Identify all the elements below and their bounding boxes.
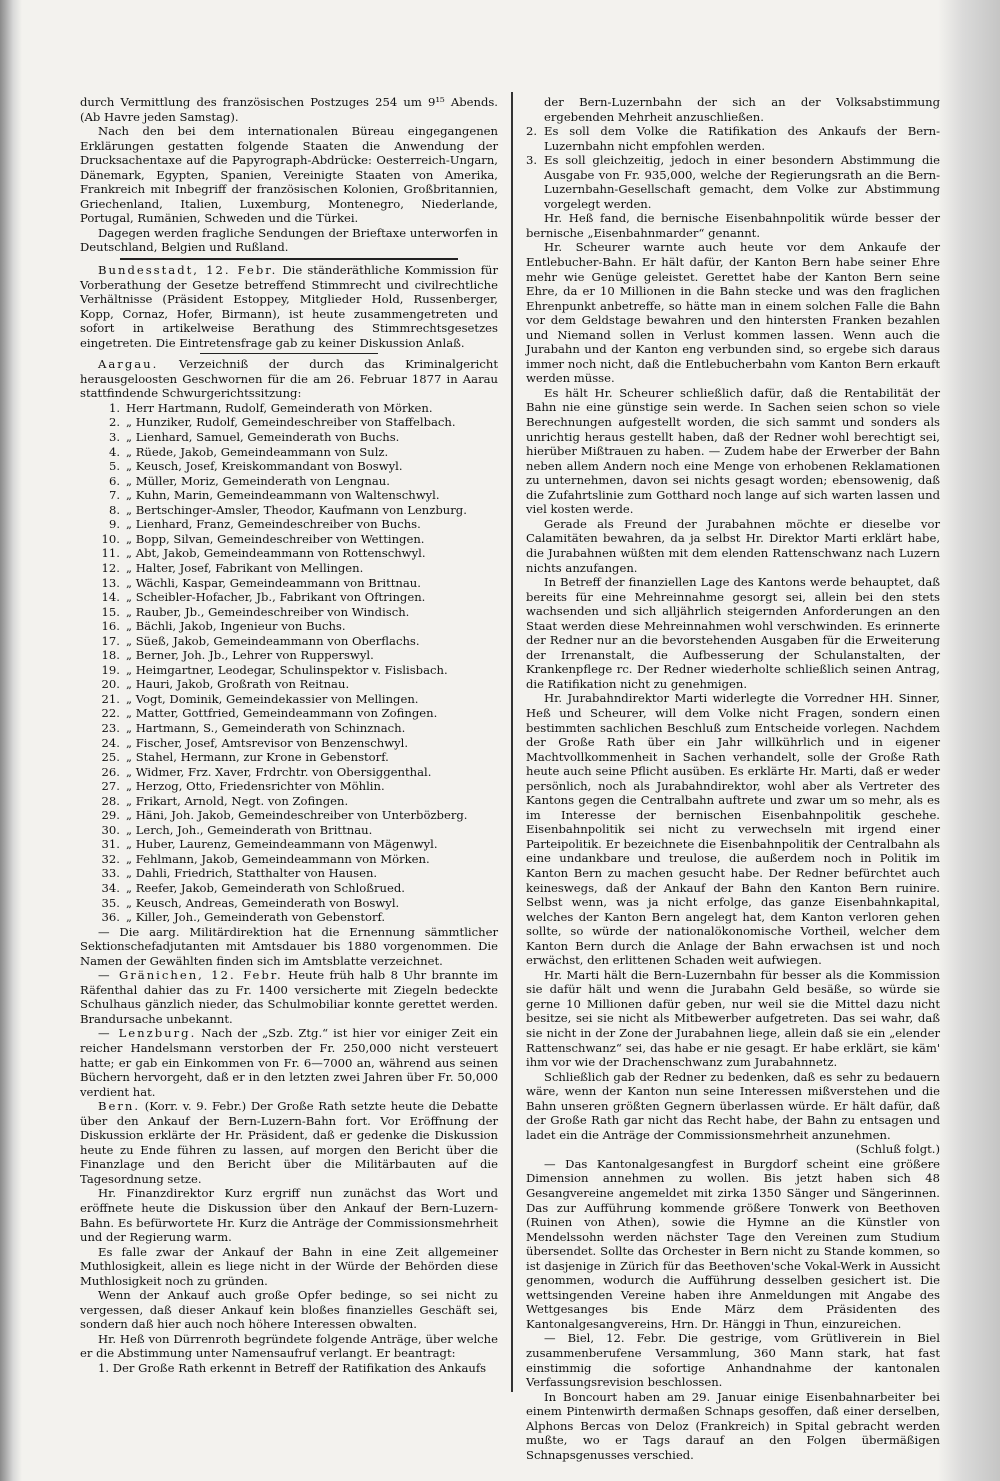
juror-entry (80, 532, 498, 547)
juror-number: 17. (101, 633, 120, 648)
juror-number: 26. (101, 764, 120, 779)
juror-entry (80, 445, 498, 460)
juror-name: „ Vogt, Dominik, Gemeindekassier von Mellingen. (126, 691, 419, 706)
dateline: Aargau. (98, 357, 159, 372)
juror-name: „ Matter, Gottfried, Gemeindeammann von Zofingen. (126, 706, 438, 721)
juror-entry (80, 619, 498, 634)
motion-item: 1. Der Große Rath erkennt in Betreff der Ratifikation des Ankaufs (98, 1361, 487, 1376)
juror-name: „ Lienhard, Franz, Gemeindeschreiber von Buchs. (126, 517, 421, 532)
article-paragraph: Es falle zwar der Ankauf der Bahn in eine Zeit allgemeiner Muthlosigkeit, allein es liege nicht in der Würde der Behörden diese Muthlosigkeit noch zu gründen. (80, 1244, 498, 1288)
adjacent-page-edge (938, 0, 1000, 1481)
juror-entry (80, 852, 498, 867)
juror-number: 3. (108, 430, 120, 445)
juror-name: „ Hauri, Jakob, Großrath von Reitnau. (126, 677, 350, 692)
juror-name: „ Scheibler-Hofacher, Jb., Fabrikant von Oftringen. (126, 590, 426, 605)
juror-number: 25. (101, 750, 120, 765)
article-paragraph: Hr. Heß fand, die bernische Eisenbahnpolitik würde besser der bernische „Eisenbahnmarder“ genannt. (526, 211, 940, 240)
juror-name: „ Killer, Joh., Gemeinderath von Gebenstorf. (126, 910, 386, 925)
juror-name: „ Halter, Josef, Fabrikant von Mellingen. (126, 560, 364, 575)
juror-entry (80, 896, 498, 911)
article-paragraph: Hr. Heß von Dürrenroth begründete folgende Anträge, über welche er die Abstimmung unter Namensaufruf verlangt. Er beantragt: (80, 1331, 498, 1361)
juror-entry (80, 415, 498, 430)
juror-number: 8. (108, 502, 120, 517)
left-column (80, 95, 498, 1376)
dateline: — Gränichen, 12. Febr. (98, 968, 283, 983)
juror-name: „ Fehlmann, Jakob, Gemeindeammann von Mörken. (126, 851, 430, 866)
article-paragraph: Schließlich gab der Redner zu bedenken, daß es sehr zu bedauern wäre, wenn der Kanton nun seine Interessen mißverstehen und die Bahn unseren größten Gegnern überlassen würde. Er hält dafür, daß der Große Rath gar nicht das Recht habe, der Bahn zu entsagen und ladet ein die Anträge der Commissionsmehrheit anzunehmen. (526, 1069, 940, 1142)
juror-number: 9. (108, 517, 120, 532)
juror-entry (80, 517, 498, 532)
juror-number: 19. (101, 662, 120, 677)
juror-entry (80, 779, 498, 794)
juror-number: 32. (101, 851, 120, 866)
dateline: — Lenzburg. (98, 1026, 197, 1041)
article-graenichen: — Gränichen, 12. Febr. Heute früh halb 8 Uhr brannte im Räfenthal dahier das zu Fr. 1400 versicherte mit Ziegeln bedeckte Schulhaus gänzlich nieder, das Schulmobiliar konnte gerettet werden. Brandursache unbekannt. (80, 968, 498, 1026)
juror-number: 33. (101, 866, 120, 881)
juror-name: „ Süeß, Jakob, Gemeindeammann von Oberflachs. (126, 633, 420, 648)
juror-number: 21. (101, 691, 120, 706)
juror-number: 23. (101, 720, 120, 735)
juror-entry (80, 837, 498, 852)
juror-number: 14. (101, 590, 120, 605)
juror-name: „ Frikart, Arnold, Negt. von Zofingen. (126, 793, 349, 808)
juror-number: 13. (101, 575, 120, 590)
juror-list (80, 401, 498, 925)
juror-number: 2. (108, 415, 120, 430)
article-paragraph: Gerade als Freund der Jurabahnen möchte er dieselbe vor Calamitäten bewahren, da ja selbst Hr. Direktor Marti erklärt habe, die Jurabahnen wüßten mit dem elenden Rattenschwanz nach Luzern nichts anzufangen. (526, 516, 940, 575)
juror-entry (80, 576, 498, 591)
juror-name: „ Keusch, Andreas, Gemeinderath von Boswyl. (126, 895, 400, 910)
juror-number: 30. (101, 822, 120, 837)
juror-name: „ Häni, Joh. Jakob, Gemeindeschreiber von Unterbözberg. (126, 808, 468, 823)
juror-name: „ Lienhard, Samuel, Gemeinderath von Buchs. (126, 430, 400, 445)
article-bern: Bern. (Korr. v. 9. Febr.) Der Große Rath setzte heute die Debatte über den Ankauf der Bern-Luzern-Bahn fort. Vor Eröffnung der Diskussion erklärte der Hr. Präsident, daß er gedenke die Diskussion heute zu Ende führen zu lassen, auf morgen den Bericht über die Finanzlage und den Bericht über die Militärbauten auf die Tagesordnung setze. (80, 1099, 498, 1186)
juror-number: 36. (101, 910, 120, 925)
juror-entry (80, 750, 498, 765)
juror-name: „ Bopp, Silvan, Gemeindeschreiber von Wettingen. (126, 531, 425, 546)
motion-text: Es soll gleichzeitig, jedoch in einer besondern Abstimmung die Ausgabe von Fr. 935,000, welche der Regierungsrath an die Bern-Luzernbahn-Gesellschaft gemacht, dem Volke zur Abstimmung vorgelegt werden. (544, 153, 940, 211)
juror-entry (80, 474, 498, 489)
section-divider (200, 353, 378, 354)
juror-name: „ Abt, Jakob, Gemeindeammann von Rottenschwyl. (126, 546, 426, 561)
juror-name: „ Fischer, Josef, Amtsrevisor von Benzenschwyl. (126, 735, 409, 750)
juror-number: 29. (101, 808, 120, 823)
article-bundesstadt: Bundesstadt, 12. Febr. Die ständeräthliche Kommission für Vorberathung der Gesetze betreffend Stimmrecht und civilrechtliche Verhältnisse (Präsident Estoppey, Mitglieder Hold, Russenberger, Kopp, Cornaz, Hofer, Birmann), ist heute zusammengetreten und sofort in artikelweise Berathung des Stimmrechtsgesetzes eingetreten. Die Eintretensfrage gab zu keiner Diskussion Anlaß. (80, 263, 499, 350)
juror-name: „ Kuhn, Marin, Gemeindeammann von Waltenschwyl. (126, 488, 440, 503)
article-biel: — Biel, 12. Febr. Die gestrige, vom Grütliverein in Biel zusammenberufene Versammlung, 360 Mann stark, hat fast einstimmig die sofortige Anhandnahme der kantonalen Verfassungsrevision beschlossen. (526, 1331, 940, 1390)
juror-entry (80, 430, 498, 445)
juror-entry (80, 634, 498, 649)
article-paragraph: Hr. Finanzdirektor Kurz ergriff nun zunächst das Wort und eröffnete heute die Diskussion über den Ankauf der Bern-Luzern-Bahn. Es befürwortete Hr. Kurz die Anträge der Commissionsmehrheit und der Regierung warm. (80, 1186, 498, 1245)
juror-name: „ Rauber, Jb., Gemeindeschreiber von Windisch. (126, 604, 410, 619)
juror-name: „ Keusch, Josef, Kreiskommandant von Boswyl. (126, 459, 403, 474)
juror-entry (80, 663, 498, 678)
juror-number: 12. (101, 560, 120, 575)
juror-entry (80, 605, 498, 620)
article-paragraph: Nach den bei dem internationalen Büreau eingegangenen Erklärungen gestatten folgende Staaten die Anwendung der Drucksachentaxe auf die Papyrograph-Abdrücke: Oesterreich-Ungarn, Dänemark, Egypten, Spanien, Vereinigte Staaten von Amerika, Frankreich mit Inbegriff der französischen Kolonien, Großbritannien, Griechenland, Italien, Luxemburg, Montenegro, Niederlande, Portugal, Rumänien, Schweden und die Türkei. (80, 124, 498, 226)
article-paragraph: Hr. Scheurer warnte auch heute vor dem Ankaufe der Entlebucher-Bahn. Er hält dafür, der Kanton Bern habe seiner Ehre mehr wie Genüge geleistet. Gerettet habe der Kanton Bern seine Ehre, da er 10 Millionen in die Bahn stecke und was den fraglichen Ehrenpunkt anbetreffe, so hätte man in einem solchen Falle die Bahn vor dem Geldstage bewahren und den hintersten Franken bezahlen und Niemand sollen in Verlust kommen lassen. Wenn auch die Jurabahn und der Kanton eng verbunden sind, so ergebe sich daraus immer noch nicht, daß die Entlebucherbahn vom Kanton Bern erkauft werden müsse. (526, 240, 940, 386)
dateline: Bern. (98, 1099, 141, 1114)
juror-name: „ Dahli, Friedrich, Statthalter von Hausen. (126, 866, 378, 881)
juror-name: „ Hunziker, Rudolf, Gemeindeschreiber von Staffelbach. (126, 415, 456, 430)
article-paragraph: Dagegen werden fragliche Sendungen der Brieftaxe unterworfen in Deutschland, Belgien und Rußland. (80, 225, 498, 255)
article-paragraph: durch Vermittlung des französischen Postzuges 254 um 9¹⁵ Abends. (Ab Havre jeden Samstag). (80, 95, 498, 124)
right-column (526, 95, 940, 1462)
juror-number: 4. (108, 444, 120, 459)
juror-entry (80, 721, 498, 736)
juror-entry (80, 881, 498, 896)
juror-name: „ Widmer, Frz. Xaver, Frdrchtr. von Obersiggenthal. (126, 764, 432, 779)
juror-number: 7. (108, 488, 120, 503)
juror-name: „ Lerch, Joh., Gemeinderath von Brittnau. (126, 822, 373, 837)
juror-name: „ Bertschinger-Amsler, Theodor, Kaufmann von Lenzburg. (126, 502, 467, 517)
article-gesangfest: — Das Kantonalgesangfest in Burgdorf scheint eine größere Dimension annehmen zu wollen. Bis jetzt haben sich 48 Gesangvereine angemeldet mit zirka 1350 Sänger und Sängerinnen. Das zur Aufführung kommende größere Tonwerk von Beethoven (Ruinen von Athen), sowie die Hymne an die Künstler von Mendelssohn werden nächster Tage den Vereinen zum Studium übersendet. Sollte das Orchester in Bern nicht zu Stande kommen, so ist dasjenige in Zürich für das Beethoven'sche Vokal-Werk in Aussicht genommen, wodurch die Aufführung desselben gesichert ist. Die wettsingenden Vereine haben ihre Anmeldungen mit Angabe des Wettgesanges bis Ende März dem Präsidenten des Kantonalgesangvereins, Hrn. Dr. Hänggi in Thun, einzureichen. (526, 1156, 940, 1331)
juror-entry (80, 808, 498, 823)
juror-number: 34. (101, 880, 120, 895)
juror-number: 18. (101, 648, 120, 663)
juror-name: „ Berner, Joh. Jb., Lehrer von Rupperswyl. (126, 648, 374, 663)
juror-number: 28. (101, 793, 120, 808)
juror-number: 10. (101, 531, 120, 546)
juror-entry (80, 706, 498, 721)
article-paragraph: Es hält Hr. Scheurer schließlich dafür, daß die Rentabilität der Bahn nie eine günstige sein werde. In Sachen seien schon so viele Berechnungen aufgestellt worden, die sich sammt und sonders als unrichtig heraus gestellt haben, daß der Redner wohl berechtigt sei, hierüber Mißtrauen zu haben. — Zudem habe der Erwerber der Bahn neben allem Andern noch eine Menge von erhobenen Reklamationen zu unternehmen, davon sei nichts gesagt worden; ebensowenig, daß die Zufahrtslinie zum Gotthard noch lange auf sich warten lassen und viel kosten werde. (526, 385, 940, 517)
motion-item (526, 153, 940, 211)
juror-number: 35. (101, 895, 120, 910)
juror-number: 24. (101, 735, 120, 750)
motion-item-continued: der Bern-Luzernbahn der sich an der Volksabstimmung ergebenden Mehrheit anzuschließen. (544, 95, 940, 124)
juror-number: 22. (101, 706, 120, 721)
page-left-edge-shadow (0, 0, 22, 1481)
juror-entry (80, 736, 498, 751)
juror-entry (80, 794, 498, 809)
juror-number: 15. (101, 604, 120, 619)
juror-entry (80, 488, 498, 503)
continued-note: (Schluß folgt.) (855, 1142, 940, 1157)
motion-text: Es soll dem Volke die Ratifikation des Ankaufs der Bern-Luzernbahn nicht empfohlen werden. (544, 124, 940, 153)
juror-number: 11. (101, 546, 120, 561)
juror-number: 16. (101, 619, 120, 634)
juror-entry (80, 503, 498, 518)
article-aargau: Aargau. Verzeichniß der durch das Kriminalgericht herausgeloosten Geschwornen für die am 26. Februar 1877 in Aarau stattfindende Schwurgerichtssitzung: (80, 357, 498, 401)
juror-entry (80, 823, 498, 838)
juror-name: „ Bächli, Jakob, Ingenieur von Buchs. (126, 619, 346, 634)
juror-entry (80, 401, 498, 416)
article-paragraph: Wenn der Ankauf auch große Opfer bedinge, so sei nicht zu vergessen, daß dieser Ankauf kein bloßes finanzielles Geschäft sei, sondern daß hier auch noch höhere Interessen obwalten. (80, 1288, 498, 1332)
motion-item (526, 124, 940, 153)
article-lenzburg: — Lenzburg. Nach der „Szb. Ztg.“ ist hier vor einiger Zeit ein reicher Handelsmann verstorben der Fr. 250,000 nicht versteuert hatte; er gab ein Einkommen von Fr. 6—7000 an, während aus seinen Büchern hervorgeht, daß er in den letzten zwei Jahren über Fr. 50,000 verdient hat. (80, 1026, 499, 1099)
juror-number: 27. (101, 779, 120, 794)
juror-entry (80, 546, 498, 561)
article-paragraph: Hr. Marti hält die Bern-Luzernbahn für besser als die Kommission sie dafür hält und wenn die Jurabahn Geld besäße, so würde sie gerne 10 Millionen dafür geben, nur weil sie die Mittel dazu nicht besitze, sei sie nicht als Mitbewerber aufgetreten. Das sei wahr, daß sie nicht in der Zone der Jurabahnen liege, allein daß sie ein „elender Rattenschwanz“ sei, das habe er nie gesagt. Er habe erklärt, sie käm' ihm vor wie der Drachenschwanz zum Jurabahnnetz. (526, 967, 940, 1070)
juror-name: „ Stahel, Hermann, zur Krone in Gebenstorf. (126, 750, 389, 765)
juror-entry (80, 590, 498, 605)
column-divider (511, 92, 513, 1392)
juror-name: „ Reefer, Jakob, Gemeinderath von Schloßrued. (126, 880, 405, 895)
juror-number: 1. (108, 400, 120, 415)
article-paragraph: In Betreff der finanziellen Lage des Kantons werde behauptet, daß bereits für eine Mehreinnahme gesorgt sei, allein bei den stets wachsenden und sich alljährlich steigernden Anforderungen an den Staat werden diese Mehreinnahmen wohl verschwinden. Es erinnerte der Redner nur an die bevorstehenden Ausgaben für die Erweiterung der Irrenanstalt, die Aufbesserung der Schulanstalten, der Krankenpflege rc. Der Redner wiederholte schließlich seinen Antrag, die Ratifikation nicht zu genehmigen. (526, 575, 940, 691)
juror-entry (80, 910, 498, 925)
juror-name: „ Heimgartner, Leodegar, Schulinspektor v. Fislisbach. (126, 662, 448, 677)
juror-entry (80, 561, 498, 576)
juror-entry (80, 692, 498, 707)
juror-entry (80, 866, 498, 881)
motion-number: 3. (526, 153, 538, 168)
juror-name: „ Wächli, Kaspar, Gemeindeammann von Brittnau. (126, 575, 421, 590)
juror-name: „ Rüede, Jakob, Gemeindeammann von Sulz. (126, 444, 389, 459)
juror-name: „ Huber, Laurenz, Gemeindeammann von Mägenwyl. (126, 837, 438, 852)
motion-number: 2. (526, 124, 538, 139)
section-divider (120, 258, 458, 260)
motion-list (526, 124, 940, 211)
article-boncourt: In Boncourt haben am 29. Januar einige Eisenbahnarbeiter bei einem Pintenwirth dermaßen Schnaps gesoffen, daß einer derselben, Alphons Bercas von Deloz (Frankreich) in Spital gebracht werden mußte, wo er Tags darauf an den Folgen übermäßigen Schnapsgenusses verschied. (526, 1389, 940, 1462)
juror-entry (80, 765, 498, 780)
juror-entry (80, 459, 498, 474)
juror-name: „ Müller, Moriz, Gemeinderath von Lengnau. (126, 473, 390, 488)
juror-entry (80, 648, 498, 663)
juror-number: 5. (108, 459, 120, 474)
article-paragraph: Hr. Jurabahndirektor Marti widerlegte die Vorredner HH. Sinner, Heß und Scheurer, will dem Volke nicht Fragen, sondern einen bestimmten sachlichen Beschluß zum Entscheide vorlegen. Nachdem der Große Rath über ein Jahr willkührlich und in eigener Machtvollkommenheit in Sachen verhandelt, solle der Große Rath heute auch seine Pflicht ausüben. Es erklärte Hr. Marti, daß er weder persönlich, noch als Jurabahndirektor, wohl aber als Vertreter des Kantons gegen die Centralbahn auftrete und zwar um so mehr, als es im Interesse der bernischen Eisenbahnpolitik geschehe. Eisenbahnpolitik sei nicht zu verwechseln mit irgend einer Parteipolitik. Er bezeichnete die Eisenbahnpolitik der Centralbahn als eine undankbare und treulose, die außerdem noch in Politik im Kanton Bern zu machen gesucht habe. Der Redner befürchtet auch keineswegs, daß der Ankauf der Bahn den Kanton Bern ruinire. Selbst wenn, was ja nicht erfolge, das ganze Eisenbahnkapital, welches der Kanton Bern angelegt hat, dem Kanton verloren gehen sollte, so würde der nationalökonomische Vortheil, welcher dem Kanton Bern durch die Anlage der Bahn erwachsen ist und noch erwächst, den erlittenen Schaden weit aufwiegen. (526, 691, 940, 968)
juror-number: 6. (108, 473, 120, 488)
juror-number: 20. (101, 677, 120, 692)
article-paragraph: — Die aarg. Militärdirektion hat die Ernennung sämmtlicher Sektionschefadjutanten mit Amtsdauer bis 1880 vorgenommen. Die Namen der Gewählten finden sich im Amtsblatte verzeichnet. (80, 924, 498, 968)
juror-entry (80, 677, 498, 692)
dateline: Bundesstadt, 12. Febr. (98, 263, 278, 278)
juror-name: „ Herzog, Otto, Friedensrichter von Möhlin. (126, 779, 385, 794)
juror-name: „ Hartmann, S., Gemeinderath von Schinznach. (126, 720, 406, 735)
juror-name: Herr Hartmann, Rudolf, Gemeinderath von Mörken. (126, 400, 433, 415)
juror-number: 31. (101, 837, 120, 852)
